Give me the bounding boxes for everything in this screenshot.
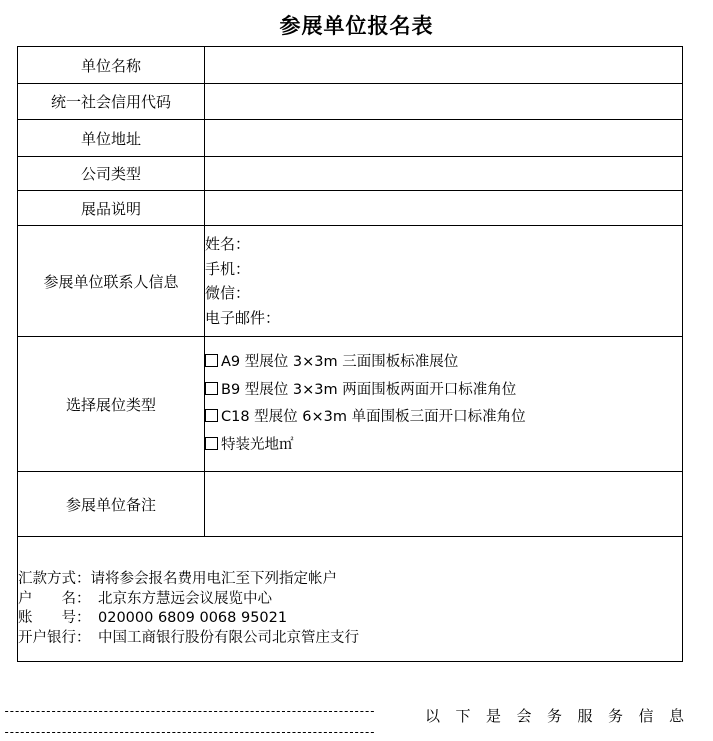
remarks-field[interactable] bbox=[205, 472, 683, 537]
checkbox-icon[interactable] bbox=[205, 437, 218, 450]
checkbox-icon[interactable] bbox=[205, 382, 218, 395]
form-row-booth-type bbox=[18, 337, 683, 472]
payment-account-number: 账 号： 020000 6809 0068 95021 bbox=[18, 610, 288, 626]
booth-options bbox=[205, 337, 683, 472]
form-row-unit-name bbox=[18, 47, 683, 84]
booth-type-label: 选择展位类型 bbox=[18, 337, 205, 472]
remarks-label: 参展单位备注 bbox=[18, 472, 205, 537]
company-type-field[interactable] bbox=[205, 157, 683, 191]
form-row-credit-code bbox=[18, 84, 683, 120]
footer-section-heading: 以下是会务服务信息 bbox=[425, 707, 700, 725]
form-row-payment bbox=[18, 537, 683, 662]
form-row-exhibits bbox=[18, 191, 683, 226]
contact-name-label: 姓名： bbox=[205, 235, 251, 253]
form-row-contact bbox=[18, 226, 683, 337]
address-label: 单位地址 bbox=[18, 120, 205, 157]
booth-option-b9[interactable]: B9 型展位 3×3m 两面围板两面开口标准角位 bbox=[205, 377, 682, 405]
dashed-divider: ----------------------------------------------------------------------- bbox=[3, 704, 374, 718]
payment-bank: 开户银行： 中国工商银行股份有限公司北京管庄支行 bbox=[18, 629, 359, 646]
form-row-remarks bbox=[18, 472, 683, 537]
checkbox-icon[interactable] bbox=[205, 409, 218, 422]
unit-name-field[interactable] bbox=[205, 47, 683, 84]
booth-option-c18[interactable]: C18 型展位 6×3m 单面围板三面开口标准角位 bbox=[205, 404, 682, 432]
booth-option-special[interactable]: 特装光地㎡ bbox=[205, 432, 682, 460]
exhibits-label: 展品说明 bbox=[18, 191, 205, 226]
credit-code-label: 统一社会信用代码 bbox=[18, 84, 205, 120]
form-row-company-type bbox=[18, 157, 683, 191]
contact-fields[interactable] bbox=[205, 226, 683, 337]
registration-form-table bbox=[17, 46, 683, 662]
dashed-divider: ----------------------------------------------------------------------- bbox=[3, 725, 374, 739]
page-title: 参展单位报名表 bbox=[279, 14, 434, 38]
payment-info bbox=[18, 537, 683, 662]
booth-option-a9[interactable]: A9 型展位 3×3m 三面围板标准展位 bbox=[205, 349, 682, 377]
contact-wechat-label: 微信： bbox=[205, 284, 251, 302]
contact-phone-label: 手机： bbox=[205, 259, 251, 278]
contact-email-label: 电子邮件： bbox=[205, 308, 281, 327]
checkbox-icon[interactable] bbox=[205, 354, 218, 367]
payment-account-name: 户 名： 北京东方慧远会议展览中心 bbox=[18, 590, 272, 607]
address-field[interactable] bbox=[205, 120, 683, 157]
form-row-address bbox=[18, 120, 683, 157]
credit-code-field[interactable] bbox=[205, 84, 683, 120]
company-type-label: 公司类型 bbox=[18, 157, 205, 191]
contact-label: 参展单位联系人信息 bbox=[18, 226, 205, 337]
unit-name-label: 单位名称 bbox=[18, 47, 205, 84]
payment-intro: 汇款方式：请将参会报名费用电汇至下列指定帐户 bbox=[18, 571, 337, 587]
exhibits-field[interactable] bbox=[205, 191, 683, 226]
